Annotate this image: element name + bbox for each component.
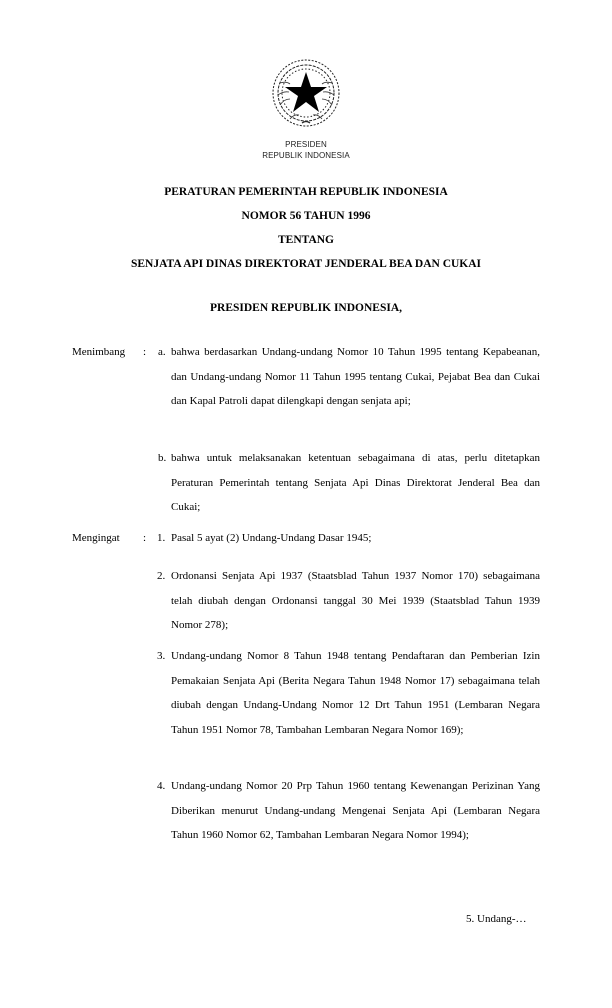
menimbang-b-marker: b.	[158, 452, 167, 464]
mengingat-1-text: Pasal 5 ayat (2) Undang-Undang Dasar 1945;	[171, 532, 372, 544]
mengingat-4-text: Undang-undang Nomor 20 Prp Tahun 1960 tentang Kewenangan Perizinan Yang Diberikan menurut Undang-undang Mengenai Senjata Api (Lembaran Negara Tahun 1960 Nomor 62, Tambahan Lembaran Negara Nomor 1994);	[171, 780, 540, 842]
mengingat-1-marker: 1.	[157, 532, 166, 544]
menimbang-label: Menimbang	[72, 346, 126, 358]
mengingat-label: Mengingat	[72, 532, 120, 544]
issuer-heading: PRESIDEN REPUBLIK INDONESIA,	[209, 302, 403, 314]
mengingat-4-marker: 4.	[157, 780, 166, 792]
regulation-tentang: TENTANG	[277, 234, 335, 246]
mengingat-3-text: Undang-undang Nomor 8 Tahun 1948 tentang Pendaftaran dan Pemberian Izin Pemakaian Senjata Api (Berita Negara Tahun 1948 Nomor 17) sebagaimana telah diubah dengan Undang-Undang Nomor 12 Drt Tahun 1951 (Lembaran Negara Tahun 1951 Nomor 78, Tambahan Lembaran Negara Nomor 169);	[171, 650, 540, 736]
menimbang-a-text: bahwa berdasarkan Undang-undang Nomor 10 Tahun 1995 tentang Kepabeanan, dan Undang-undang Nomor 11 Tahun 1995 tentang Cukai, Pejabat Bea dan Cukai dan Kapal Patroli dapat dilengkapi dengan senjata api;	[171, 346, 540, 408]
menimbang-colon: :	[143, 346, 147, 358]
menimbang-a-marker: a.	[158, 346, 166, 358]
regulation-subject: SENJATA API DINAS DIREKTORAT JENDERAL BEA DAN CUKAI	[130, 258, 482, 270]
mengingat-2-marker: 2.	[157, 570, 166, 582]
mengingat-3-marker: 3.	[157, 650, 166, 662]
presidential-emblem-icon	[268, 55, 344, 131]
mengingat-colon: :	[143, 532, 147, 544]
page-continuation: 5. Undang-…	[466, 913, 527, 925]
menimbang-b-text: bahwa untuk melaksanakan ketentuan sebagaimana di atas, perlu ditetapkan Peraturan Pemerintah tentang Senjata Api Dinas Direktorat Jenderal Bea dan Cukai;	[171, 452, 540, 514]
mengingat-2-text: Ordonansi Senjata Api 1937 (Staatsblad Tahun 1937 Nomor 170) sebagaimana telah diubah dengan Ordonansi tanggal 30 Mei 1939 (Staatsblad Tahun 1939 Nomor 278);	[171, 570, 540, 632]
regulation-number: NOMOR 56 TAHUN 1996	[241, 210, 371, 222]
emblem-caption-republik: REPUBLIK INDONESIA	[262, 151, 350, 160]
emblem-caption-presiden: PRESIDEN	[285, 140, 327, 149]
regulation-title: PERATURAN PEMERINTAH REPUBLIK INDONESIA	[164, 186, 448, 198]
